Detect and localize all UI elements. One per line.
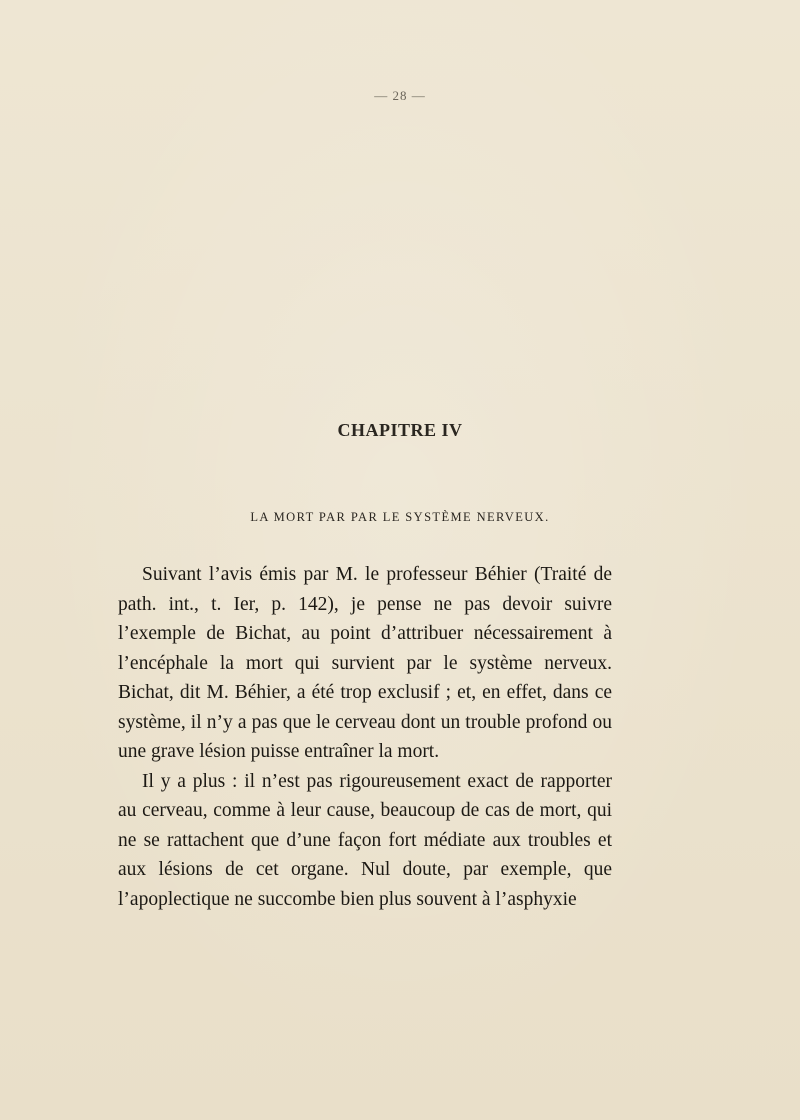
- paragraph-2: Il y a plus : il n’est pas rigoureusement exact de rapporter au cerveau, comme à leur cause, beaucoup de cas de mort, qui ne se rattachent que d’une façon fort médiate aux troubles et aux lésions de cet organe. Nul doute, par exemple, que l’apoplectique ne succombe bien plus souvent à l’asphyxie: [118, 770, 612, 910]
- body-text: [118, 560, 612, 914]
- paragraph-1: Suivant l’avis émis par M. le professeur Béhier (Traité de path. int., t. Ier, p. 142), je pense ne pas devoir suivre l’exemple de Bichat, au point d’attribuer nécessairement à l’encéphale la mort qui survient par le système nerveux. Bichat, dit M. Béhier, a été trop exclusif ; et, en effet, dans ce système, il n’y a pas que le cerveau dont un trouble profond ou une grave lésion puisse entraîner la mort.: [118, 564, 612, 762]
- bleed-through-decoration: [112, 112, 624, 137]
- chapter-title: CHAPITRE IV: [337, 420, 463, 440]
- chapter-subtitle: LA MORT PAR PAR LE SYSTÈME NERVEUX.: [250, 510, 550, 524]
- page-number: — 28 —: [374, 88, 426, 103]
